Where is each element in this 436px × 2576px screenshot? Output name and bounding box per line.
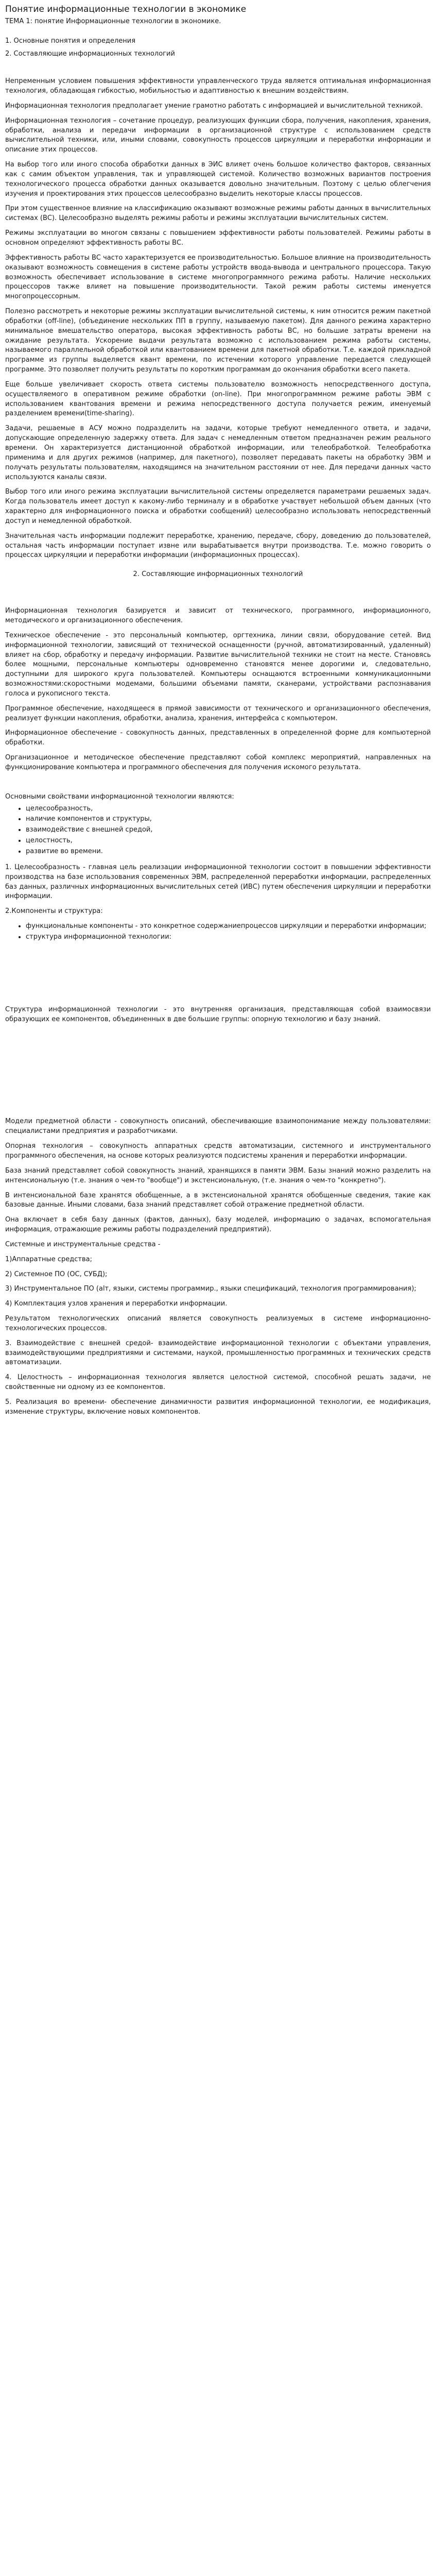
paragraph: Результатом технологических описаний является совокупность реализуемых в системе информационно-технологических процессов. — [5, 1315, 431, 1332]
paragraph: Программное обеспечение, находящееся в прямой зависимости от технического и организационного обеспечения, реализует функции накопления, обработки, анализа, хранения, интерфейса с компьютером. — [5, 704, 431, 722]
paragraph: 5. Реализация во времени- обеспечение динамичности развития информационной технологии, ее модификация, изменение структуры, включение новых компонентов. — [5, 1398, 431, 1416]
list-item: • целостность, — [26, 836, 431, 846]
paragraph: 3. Взаимодействие с внешней средой- взаимодействие информационной технологии с объектами управления, взаимодействующими предприятиями и системами, наукой, промышленностью программных и технических средств автоматизации. — [5, 1339, 431, 1367]
paragraph: Опорная технология – совокупность аппаратных средств автоматизации, системного и инструментального программного обеспечения, на основе которых реализуются подсистемы хранения и переработки информации. — [5, 1142, 431, 1160]
paragraph: При этом существенное влияние на классификацию оказывают возможные режимы работы данных в вычислительных системах (ВС). Целесообразно выделять режимы работы и режимы эксплуатации вычислительных систем. — [5, 205, 431, 223]
paragraph: Значительная часть информации подлежит переработке, хранению, передаче, сбору, доведению до пользователей, остальная часть информации поступает извне или вырабатывается внутри производства. Т.е. можно говорить о процессах циркуляции и переработки информации (информационных процессах). — [5, 532, 431, 560]
plan-item: 2. Составляющие информационных технологий — [5, 50, 175, 58]
paragraph: 1. Целесообразность - главная цель реализации информационной технологии состоит в повышении эффективности производства на базе использования современных ЭВМ, распределенной переработки информации, распределенных баз данных, различных информационных вычислительных сетей (ИВС) путем обеспечения циркуляции и переработки информации. — [5, 863, 431, 901]
paragraph: Режимы эксплуатации во многом связаны с повышением эффективности работы пользователей. Режимы работы в основном определяют эффективность работы ВС. — [5, 229, 431, 247]
plan-item: 1. Основные понятия и определения — [5, 37, 136, 45]
paragraph: 1)Аппаратные средства; — [5, 1255, 92, 1263]
paragraph: Непременным условием повышения эффективности управленческого труда является оптимальная информационная технология, обладающая гибкостью, мобильностью и адаптивностью к внешним воздействиям. — [5, 77, 431, 95]
list-item: • целесообразность, — [26, 804, 431, 814]
paragraph: 4) Комплектация узлов хранения и переработки информации. — [5, 1300, 228, 1308]
list-label: Основными свойствами информационной технологии являются: — [5, 792, 234, 801]
paragraph: На выбор того или иного способа обработки данных в ЭИС влияет очень большое количество факторов, связанных как с самим объектом управления, так и управляющей системой. Количество возможных вариантов построения технологического процесса обработки данных оказывается довольно значительным. Поэтому с целью облегчения изучения и проектирования этих процессов целесообразно выделить некоторые классы процессов. — [5, 161, 431, 198]
paragraph: Информационная технология базируется и зависит от технического, программного, информационного, методического и организационного обеспечения. — [5, 607, 431, 624]
paragraph: Модели предметной области - совокупность описаний, обеспечивающие взаимопонимание между пользователями: специалистами предприятия и разработчиками. — [5, 1117, 431, 1136]
paragraph: В интенсиональной базе хранятся обобщенные, а в экстенсиональной хранятся обобщенные сведения, такие как базовые данные. Иными словами, база знаний представляет собой отражение предметной области. — [5, 1191, 431, 1209]
paragraph: Она включает в себя базу данных (фактов, данных), базу моделей, информацию о задачах, вспомогательная информация, отражающие режимы работы подразделений предприятий). — [5, 1216, 431, 1234]
paragraph: База знаний представляет собой совокупность знаний, хранящихся в памяти ЭВМ. Базы знаний можно разделить на интенсиональную (т.е. знания о чем-то "вообще") и экстенсиональную, (т.е. знания о чем-то "конкретно"). — [5, 1166, 431, 1184]
paragraph: Системные и инструментальные средства - — [5, 1240, 161, 1248]
list-item: • развитие во времени. — [26, 847, 431, 857]
paragraph: Информационное обеспечение - совокупность данных, представленных в определенной форме для компьютерной обработки. — [5, 729, 431, 747]
paragraph: 4. Целостность – информационная технология является целостной системой, способной решать задачи, не свойственные ни одному из ее компонентов. — [5, 1374, 431, 1392]
paragraph: 3) Инструментальное ПО (alт, языки, системы программир., языки спецификаций, технология программирования); — [5, 1285, 416, 1293]
properties-list — [5, 804, 431, 857]
paragraph: Еще больше увеличивает скорость ответа системы пользователю возможность непосредственного доступа, осуществляемого в оперативном режиме обработки (on-line). При многопрограммном режиме работы ЭВМ с использованием квантования времени и режима непосредственного доступа получается режим, именуемый разделением времени(time-sharing). — [5, 380, 431, 418]
list-item: • взаимодействие с внешней средой, — [26, 825, 431, 835]
list-item: • структура информационной технологии: — [26, 933, 431, 942]
paragraph: Полезно рассмотреть и некоторые режимы эксплуатации вычислительной системы, к ним относится режим пакетной обработки (off-line), (объединение нескольких ПП в группу, называемую пакетом). Для данного режима характерно минимальное вмешательство оператора, высокая эффективность работы ВС, но большие затраты времени на ожидание результата. Ускорение выдачи результата возможно с использованием режима работы системы, называемого параллельной обработкой или квантованием времени для пакетной обработки. Т.е. каждой прикладной программе из группы выделяется квант времени, по истечении которого управление передается следующей программе. Это позволяет получить результаты по коротким программам до окончания обработки всего пакета. — [5, 308, 431, 374]
paragraph: Техническое обеспечение - это персональный компьютер, оргтехника, линии связи, оборудование сетей. Вид информационной технологии, зависящий от технической оснащенности (ручной, автоматизированный, удаленный) влияет на сбор, обработку и передачу информации. Развитие вычислительной техники не стоит на месте. Становясь более мощными, персональные компьютеры одновременно становятся менее дорогими и, следовательно, доступными для широкого круга пользователей. Компьютеры оснащаются встроенными коммуникационными возможностями:скоростными модемами, большими объемами памяти, сканерами, устройствами распознавания голоса и рукописного текста. — [5, 631, 431, 698]
topic-line: ТЕМА 1: понятие Информационные технологии в экономике. — [5, 17, 221, 25]
paragraph: Структура информационной технологии - это внутренняя организация, представляющая собой взаимосвязи образующих ее компонентов, объединенных в две большие группы: опорную технологию и базу знаний. — [5, 1005, 431, 1023]
section-title: 2. Составляющие информационных технологий — [133, 570, 303, 579]
paragraph: Задачи, решаемые в АСУ можно подразделить на задачи, которые требуют немедленного ответа, и задачи, допускающие определенную задержку ответа. Для задач с немедленным ответом предназначен режим реального времени. Он характеризуется дистанционной обработкой информации, или телеобработкой. Телеобработка применима и для других режимов (например, для пакетного), позволяет передавать пакеты на обработку ЭВМ и получать результаты пользователям, находящимся на значительном расстоянии от нее. Для передачи данных часто используются каналы связи. — [5, 425, 431, 481]
paragraph: 2.Компоненты и структура: — [5, 907, 103, 916]
paragraph: 2) Системное ПО (ОС, СУБД); — [5, 1270, 108, 1278]
list-item: • функциональные компоненты - это конкретное содержаниепроцессов циркуляции и переработки информации; — [26, 922, 431, 931]
components-list — [5, 922, 431, 942]
page-title: Понятие информационные технологии в экономике — [5, 4, 247, 14]
list-item: • наличие компонентов и структуры, — [26, 815, 431, 824]
paragraph: Организационное и методическое обеспечение представляют собой комплекс мероприятий, направленных на функционирование компьютера и программного обеспечения для получения искомого результата. — [5, 754, 431, 771]
paragraph: Информационная технология – сочетание процедур, реализующих функции сбора, получения, накопления, хранения, обработки, анализа и передачи информации в организационной структуре с использованием средств вычислительной техники, или, иными словами, совокупность процессов циркуляции и переработки информации и описание этих процессов. — [5, 116, 431, 154]
paragraph: Информационная технология предполагает умение грамотно работать с информацией и вычислительной техникой. — [5, 101, 423, 110]
paragraph: Эффективность работы ВС часто характеризуется ее производительностью. Большое влияние на производительность оказывают возможность совмещения в системе работы устройств ввода-вывода и центрального процессора. Такую возможность обеспечивает использование в системе многопрограммного режима работы. Наличие нескольких процессоров также влияет на повышение производительности. Такой режим работы системы именуется многопроцессорным. — [5, 253, 431, 301]
paragraph: Выбор того или иного режима эксплуатации вычислительной системы определяется параметрами решаемых задач. Когда пользователь имеет доступ к какому-либо терминалу и в обработке участвует небольшой объем данных (что характерно для информационного поиска и обработки сообщений) целесообразно использовать непосредственный доступ и немедленной обработкой. — [5, 488, 431, 525]
